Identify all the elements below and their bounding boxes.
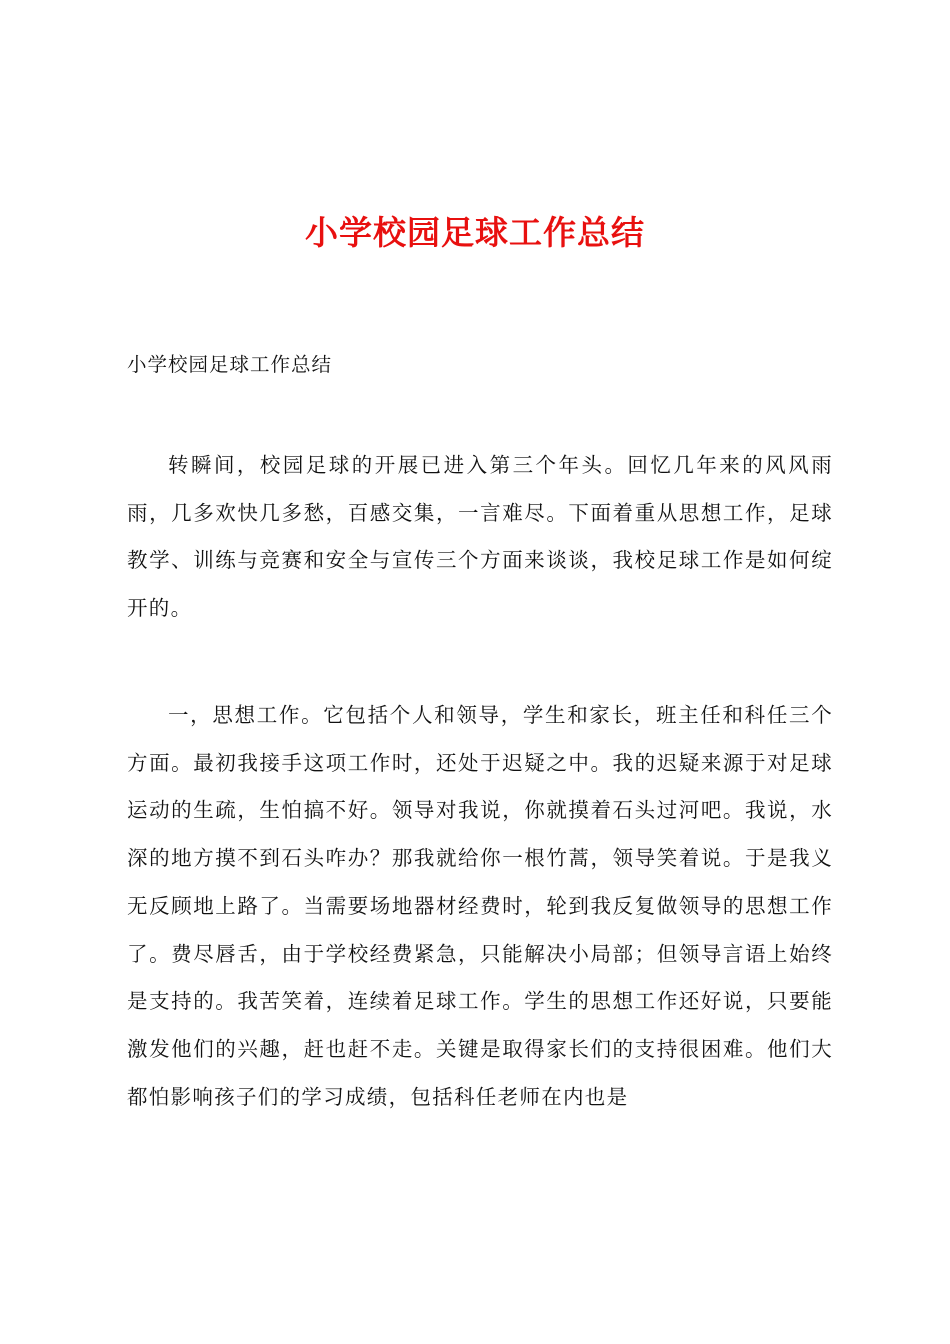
document-subtitle: 小学校园足球工作总结 <box>127 353 333 376</box>
paragraph-thought-work: 一，思想工作。它包括个人和领导，学生和家长，班主任和科任三个方面。最初我接手这项工作时，还处于迟疑之中。我的迟疑来源于对足球运动的生疏，生怕搞不好。领导对我说，你就摸着石头过河吧。我说，水深的地方摸不到石头咋办？那我就给你一根竹蒿，领导笑着说。于是我义无反顾地上路了。当需要场地器材经费时，轮到我反复做领导的思想工作了。费尽唇舌，由于学校经费紧急，只能解决小局部；但领导言语上始终是支持的。我苦笑着，连续着足球工作。学生的思想工作还好说，只要能激发他们的兴趣，赶也赶不走。关键是取得家长们的支持很困难。他们大都怕影响孩子们的学习成绩，包括科任老师在内也是 <box>127 703 833 1109</box>
document-title: 小学校园足球工作总结 <box>305 213 645 252</box>
paragraph-intro: 转瞬间，校园足球的开展已进入第三个年头。回忆几年来的风风雨雨，几多欢快几多愁，百感交集，一言难尽。下面着重从思想工作，足球教学、训练与竞赛和安全与宣传三个方面来谈谈，我校足球工作是如何绽开的。 <box>127 453 833 621</box>
